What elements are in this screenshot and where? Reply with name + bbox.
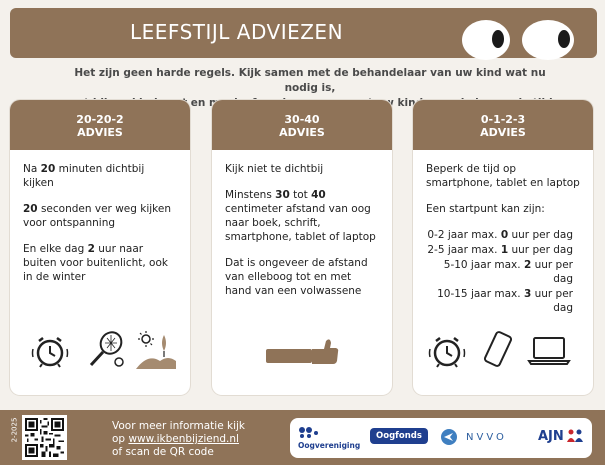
oogvereniging-dots-icon — [298, 426, 320, 438]
alarm-clock-icon — [30, 331, 70, 371]
tennis-racket-icon — [86, 329, 126, 371]
advice-card-20-20-2 — [10, 100, 190, 395]
card-header — [212, 100, 392, 150]
oogfonds-logo: Oogfonds — [370, 428, 428, 444]
advice-card-0-1-2-3 — [413, 100, 593, 395]
date-label: 2-2025 — [10, 417, 19, 443]
advice-card-30-40 — [212, 100, 392, 395]
card-body: Kijk niet te dichtbij Minstens 30 tot 40 centimeter afstand van oog naar boek, schrift, smartphone, tablet of laptop Dat is ongeveer de afstand van elleboog tot en met hand van een volwassene — [225, 163, 376, 297]
card-title: 0-1-2-3 — [480, 113, 526, 126]
website-link[interactable]: www.ikbenbijziend.nl — [128, 433, 239, 445]
list-item: 5-10 jaar max. 2 uur per dag — [443, 259, 573, 285]
card-title: 30-40 — [284, 113, 320, 126]
card-subtitle: ADVIES — [279, 126, 325, 139]
footer-bar — [0, 410, 605, 465]
card-subtitle: ADVIES — [480, 126, 526, 139]
list-item: 2-5 jaar max. 1 uur per dag — [427, 244, 573, 256]
eye-icon — [462, 20, 510, 60]
smartphone-icon — [481, 329, 515, 371]
nvvo-emblem-icon — [440, 428, 458, 446]
eye-icon — [522, 20, 574, 60]
footer-info: Voor meer informatie kijk op www.ikbenbijziend.nl of scan de QR code — [112, 420, 245, 458]
ajn-people-icon — [566, 428, 584, 444]
arm-thumbs-up-icon — [264, 337, 340, 367]
page-title: LEEFSTIJL ADVIEZEN — [130, 20, 344, 44]
list-item: 10-15 jaar max. 3 uur per dag — [437, 288, 573, 314]
card-title: 20-20-2 — [76, 113, 124, 126]
outdoor-sun-icon — [134, 329, 178, 371]
oogvereniging-logo: Oogvereniging — [298, 426, 360, 450]
partner-logos — [290, 418, 592, 458]
card-body: Na 20 minuten dichtbij kijken 20 seconden ver weg kijken voor ontspanning En elke dag 2 uur naar buiten voor buitenlicht, ook in de winter — [23, 163, 171, 283]
qr-code[interactable] — [22, 415, 67, 460]
ajn-logo: AJN — [538, 428, 584, 444]
card-header — [413, 100, 593, 150]
alarm-clock-icon — [427, 331, 467, 371]
intro-text: Het zijn geen harde regels. Kijk samen met de behandelaar van uw kind wat nu nodig is, en kind — [74, 67, 546, 109]
card-header — [10, 100, 190, 150]
header-banner — [10, 8, 597, 58]
nvvo-logo: NVVO — [440, 428, 507, 446]
laptop-icon — [527, 335, 571, 367]
card-body: Beperk de tijd op smartphone, tablet en laptop Een startpunt kan zijn: 0-2 jaar max. 0 uur per dag 2-5 jaar max. 1 uur per dag 5-10 jaar max. 2 uur per dag 10-15 jaar max. 3 uur per dag — [426, 163, 580, 314]
card-subtitle: ADVIES — [77, 126, 123, 139]
list-item: 0-2 jaar max. 0 uur per dag — [427, 229, 573, 241]
